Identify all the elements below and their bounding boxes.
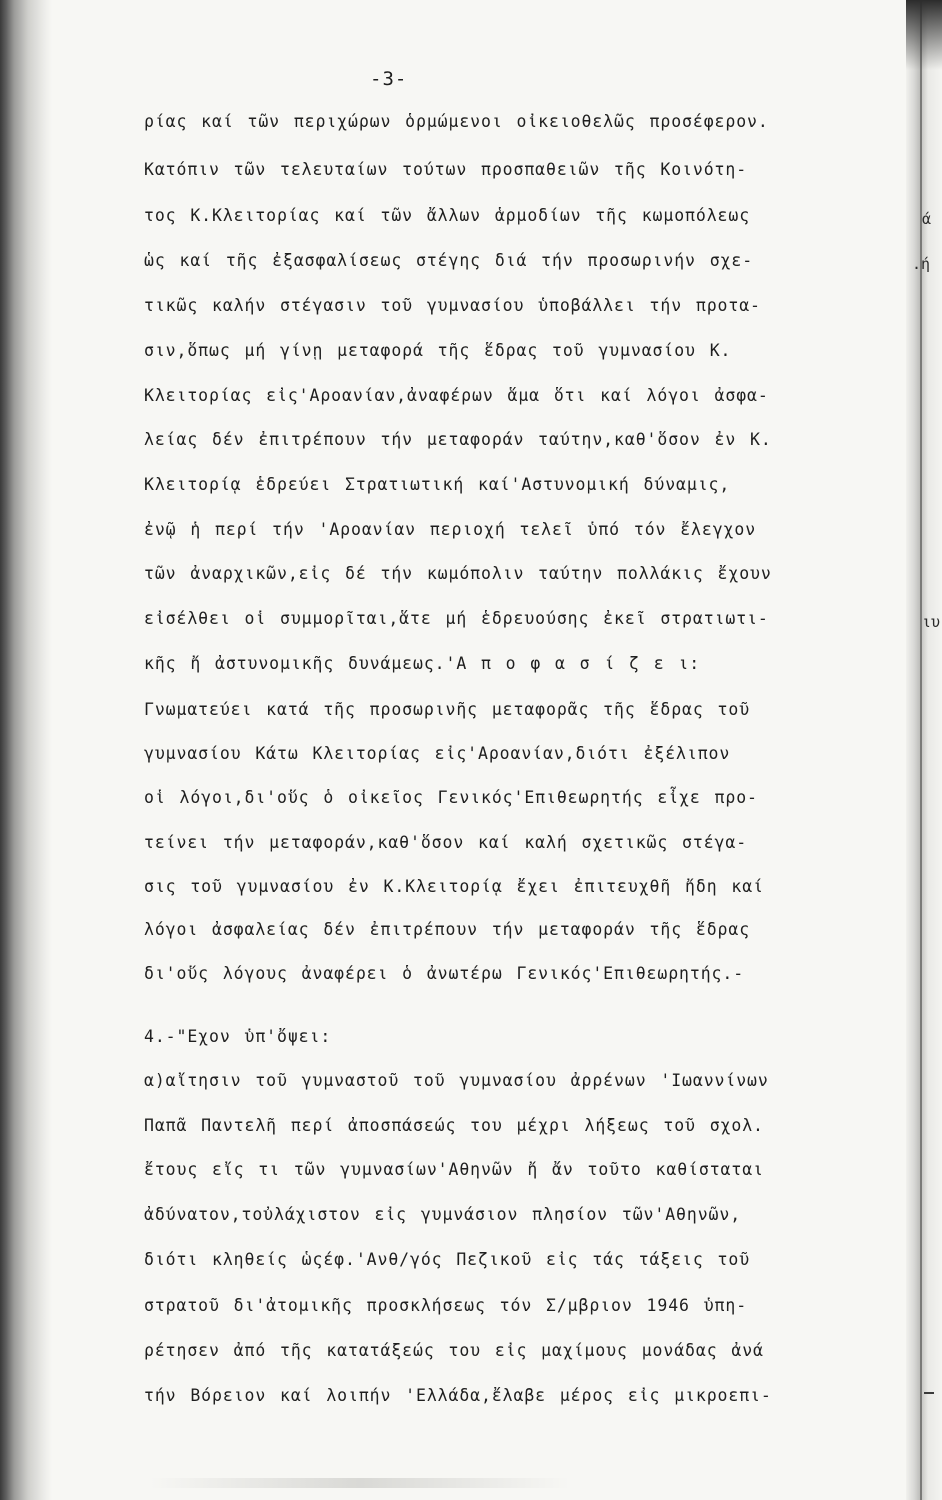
scan-left-edge-shadow [0, 0, 52, 1500]
text-line: λόγοι ἀσφαλείας δέν ἐπιτρέπουν τήν μεταφοράν τῆς ἕδρας [144, 920, 751, 939]
text-line: κῆς ἤ ἀστυνομικῆς δυνάμεως.'Α π ο φ α σ ί ζ ε ι: [144, 654, 701, 673]
page-number: -3- [370, 68, 408, 90]
text-line: ρέτησεν ἀπό τῆς κατατάξεώς του εἰς μαχίμους μονάδας ἀνά [144, 1341, 764, 1360]
text-line: Γνωματεύει κατά τῆς προσωρινῆς μεταφορᾶς τῆς ἕδρας τοῦ [144, 700, 751, 719]
text-line: γυμνασίου Κάτω Κλειτορίας εἰς'Αροανίαν,διότι ἐξέλιπον [144, 744, 731, 763]
text-line: ἔτους εἴς τι τῶν γυμνασίων'Αθηνῶν ἤ ἄν τοῦτο καθίσταται [144, 1160, 764, 1179]
text-line: Κατόπιν τῶν τελευταίων τούτων προσπαθειῶν τῆς Κοινότη- [144, 160, 748, 179]
text-line: τικῶς καλήν στέγασιν τοῦ γυμνασίου ὑποβάλλει τήν προτα- [144, 296, 761, 315]
adjacent-page-fragment: .ή [912, 255, 931, 273]
text-line: εἰσέλθει οἱ συμμορῖται,ἅτε μή ἑδρευούσης ἐκεῖ στρατιωτι- [144, 609, 769, 628]
text-line: οἱ λόγοι,δι'οὕς ὁ οἰκεῖος Γενικός'Επιθεωρητής εἶχε προ- [144, 788, 758, 807]
text-line: σις τοῦ γυμνασίου ἐν Κ.Κλειτορίᾳ ἔχει ἐπιτευχθῆ ἤδη καί [144, 877, 764, 896]
text-line: Κλειτορίας εἰς'Αροανίαν,ἀναφέρων ἅμα ὅτι καί λόγοι ἀσφα- [144, 386, 769, 405]
text-line: σιν,ὅπως μή γίνῃ μεταφορά τῆς ἕδρας τοῦ γυμνασίου Κ. [144, 341, 732, 360]
text-line: ρίας καί τῶν περιχώρων ὁρμώμενοι οἰκειοθελῶς προσέφερον. [144, 112, 769, 131]
text-line: τῶν ἀναρχικῶν,εἰς δέ τήν κωμόπολιν ταύτην πολλάκις ἔχουν [144, 564, 772, 583]
adjacent-page-fragment: ιυ [922, 613, 941, 631]
text-line: ὡς καί τῆς ἐξασφαλίσεως στέγης διά τήν προσωρινήν σχε- [144, 251, 754, 270]
text-line: α)αἴτησιν τοῦ γυμναστοῦ τοῦ γυμνασίου ἀρρένων 'Ιωαννίνων [144, 1071, 769, 1090]
text-line: ἐνῷ ἡ περί τήν 'Αροανίαν περιοχή τελεῖ ὑπό τόν ἔλεγχον [144, 520, 757, 539]
text-line: τος Κ.Κλειτορίας καί τῶν ἄλλων ἁρμοδίων τῆς κωμοπόλεως [144, 206, 751, 225]
text-line: διότι κληθείς ὡςέφ.'Ανθ/γός Πεζικοῦ εἰς τάς τάξεις τοῦ [144, 1250, 751, 1269]
text-line: τήν Βόρειον καί λοιπήν 'Ελλάδα,ἔλαβε μέρος εἰς μικροεπι- [144, 1386, 772, 1405]
section-heading: 4.-"Εχον ὑπ'ὄψει: [144, 1027, 332, 1046]
adjacent-page-dash [924, 1392, 934, 1394]
text-line: δι'οὕς λόγους ἀναφέρει ὁ ἀνωτέρω Γενικός'Επιθεωρητής.- [144, 964, 745, 983]
text-line: Κλειτορίᾳ ἑδρεύει Στρατιωτική καί'Αστυνομική δύναμις, [144, 475, 731, 494]
faded-bottom-text-trace [150, 1478, 570, 1488]
adjacent-page-fragment: ά [922, 210, 932, 228]
text-line: ἀδύνατον,τοὐλάχιστον εἰς γυμνάσιον πλησίον τῶν'Αθηνῶν, [144, 1205, 742, 1224]
text-line: Παπᾶ Παντελῆ περί ἀποσπάσεώς του μέχρι λήξεως τοῦ σχολ. [144, 1116, 764, 1135]
text-line: στρατοῦ δι'ἀτομικῆς προσκλήσεως τόν Σ/μβριον 1946 ὑπη- [144, 1296, 748, 1315]
text-line: τείνει τήν μεταφοράν,καθ'ὅσον καί καλή σχετικῶς στέγα- [144, 833, 748, 852]
text-line: λείας δέν ἐπιτρέπουν τήν μεταφοράν ταύτην,καθ'ὅσον ἐν Κ. [144, 430, 772, 449]
corner-shadow [906, 0, 942, 70]
